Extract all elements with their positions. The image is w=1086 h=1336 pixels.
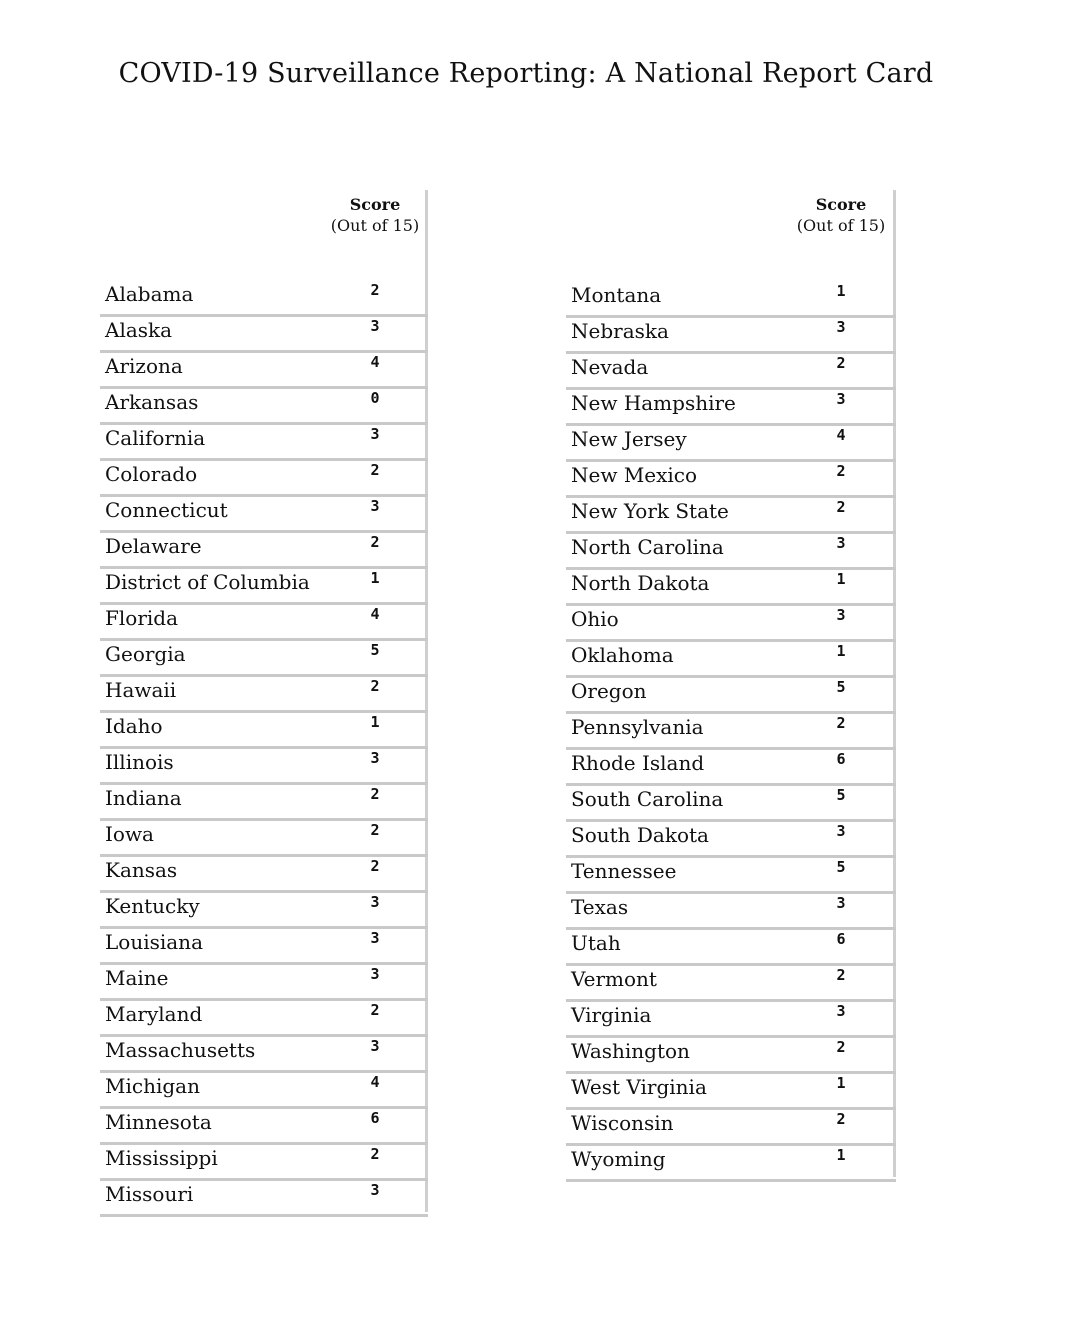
table-row [566, 930, 896, 966]
state-score: 3 [836, 390, 846, 408]
table-row [100, 1037, 428, 1073]
table-row [566, 318, 896, 354]
state-score: 1 [370, 569, 380, 587]
state-name: Maryland [105, 1002, 203, 1026]
state-name: Pennsylvania [571, 715, 704, 739]
state-score: 2 [370, 785, 380, 803]
table-row [100, 605, 428, 641]
page-title: COVID-19 Surveillance Reporting: A National Report Card [118, 58, 934, 89]
table-row [566, 1074, 896, 1110]
state-name: Rhode Island [571, 751, 705, 775]
state-name: New Jersey [571, 427, 687, 451]
table-row [566, 354, 896, 390]
state-name: Kansas [105, 858, 178, 882]
table-row [100, 749, 428, 785]
table-row [566, 534, 896, 570]
state-name: Washington [571, 1039, 690, 1063]
score-column-header [781, 194, 901, 236]
table-row [100, 281, 428, 317]
state-name: Nevada [571, 355, 649, 379]
table-row [100, 389, 428, 425]
score-header-label: Score [349, 195, 401, 214]
table-row [100, 965, 428, 1001]
state-name: Virginia [571, 1003, 652, 1027]
state-name: Iowa [105, 822, 154, 846]
state-name: Wyoming [571, 1147, 666, 1171]
state-score: 2 [836, 966, 846, 984]
table-row [100, 785, 428, 821]
state-score: 6 [836, 750, 846, 768]
table-row [100, 317, 428, 353]
state-name: Louisiana [105, 930, 203, 954]
state-name: Mississippi [105, 1146, 218, 1170]
table-row [566, 1038, 896, 1074]
score-header-sublabel: (Out of 15) [796, 216, 886, 235]
table-row [566, 1146, 896, 1182]
table-row [100, 857, 428, 893]
score-header-sublabel: (Out of 15) [330, 216, 420, 235]
table-row [100, 677, 428, 713]
table-row [100, 533, 428, 569]
state-name: Idaho [105, 714, 163, 738]
state-score: 3 [370, 965, 380, 983]
state-score: 2 [370, 533, 380, 551]
state-score: 2 [836, 354, 846, 372]
table-row [566, 426, 896, 462]
state-name: Vermont [571, 967, 657, 991]
state-score: 3 [370, 749, 380, 767]
table-row [566, 678, 896, 714]
table-row [100, 1145, 428, 1181]
table-row [100, 1109, 428, 1145]
table-row [100, 425, 428, 461]
state-score: 1 [370, 713, 380, 731]
state-name: South Carolina [571, 787, 724, 811]
left-table-rows [100, 281, 428, 1217]
table-row [100, 497, 428, 533]
state-score: 3 [836, 1002, 846, 1020]
state-name: Kentucky [105, 894, 200, 918]
table-row [100, 1001, 428, 1037]
state-score: 2 [370, 821, 380, 839]
state-score: 0 [370, 389, 380, 407]
table-row [566, 282, 896, 318]
state-score: 2 [836, 1038, 846, 1056]
score-header-label: Score [815, 195, 867, 214]
state-score: 1 [836, 1146, 846, 1164]
table-row [566, 714, 896, 750]
state-name: Florida [105, 606, 178, 630]
state-name: Tennessee [571, 859, 677, 883]
table-row [566, 822, 896, 858]
state-score: 3 [370, 425, 380, 443]
state-score: 5 [836, 678, 846, 696]
table-row [566, 750, 896, 786]
state-score: 1 [836, 642, 846, 660]
state-score: 2 [836, 714, 846, 732]
state-score: 4 [370, 353, 380, 371]
state-name: Nebraska [571, 319, 669, 343]
table-row [100, 1181, 428, 1217]
state-score: 2 [370, 677, 380, 695]
state-score: 6 [370, 1109, 380, 1127]
table-row [566, 1002, 896, 1038]
state-score: 3 [836, 822, 846, 840]
table-row [566, 390, 896, 426]
state-name: California [105, 426, 206, 450]
right-table-rows [566, 282, 896, 1182]
state-name: Indiana [105, 786, 182, 810]
state-score: 3 [836, 534, 846, 552]
state-name: Ohio [571, 607, 619, 631]
state-score: 2 [836, 462, 846, 480]
table-row [566, 642, 896, 678]
state-name: Missouri [105, 1182, 194, 1206]
state-name: New Mexico [571, 463, 698, 487]
score-column-header [315, 194, 435, 236]
state-score: 3 [370, 893, 380, 911]
state-name: Wisconsin [571, 1111, 674, 1135]
state-score: 3 [370, 317, 380, 335]
table-row [100, 461, 428, 497]
state-score: 6 [836, 930, 846, 948]
state-name: New York State [571, 499, 729, 523]
table-row [100, 569, 428, 605]
state-score: 2 [370, 1145, 380, 1163]
state-name: Delaware [105, 534, 202, 558]
table-row [566, 1110, 896, 1146]
state-score: 2 [370, 281, 380, 299]
state-score: 5 [836, 858, 846, 876]
state-score: 2 [370, 461, 380, 479]
state-score: 3 [836, 606, 846, 624]
state-name: District of Columbia [105, 570, 310, 594]
state-name: Michigan [105, 1074, 200, 1098]
state-name: New Hampshire [571, 391, 736, 415]
state-name: Connecticut [105, 498, 228, 522]
state-score: 3 [370, 929, 380, 947]
state-name: Montana [571, 283, 662, 307]
table-row [100, 893, 428, 929]
state-name: West Virginia [571, 1075, 707, 1099]
state-score: 2 [836, 1110, 846, 1128]
state-name: Illinois [105, 750, 174, 774]
state-score: 2 [836, 498, 846, 516]
state-score: 5 [836, 786, 846, 804]
state-name: North Carolina [571, 535, 724, 559]
table-row [566, 498, 896, 534]
table-row [566, 858, 896, 894]
state-score: 3 [370, 1181, 380, 1199]
state-score: 1 [836, 282, 846, 300]
state-name: Georgia [105, 642, 186, 666]
state-name: Alaska [105, 318, 173, 342]
state-score: 4 [370, 605, 380, 623]
table-row [566, 462, 896, 498]
table-row [100, 713, 428, 749]
state-score: 4 [836, 426, 846, 444]
state-score: 1 [836, 570, 846, 588]
state-name: Arizona [105, 354, 183, 378]
table-row [566, 894, 896, 930]
state-name: Colorado [105, 462, 198, 486]
table-row [566, 966, 896, 1002]
state-name: Texas [571, 895, 629, 919]
state-name: Oregon [571, 679, 647, 703]
state-score: 1 [836, 1074, 846, 1092]
state-name: Maine [105, 966, 169, 990]
state-name: Hawaii [105, 678, 177, 702]
table-row [100, 929, 428, 965]
table-row [100, 1073, 428, 1109]
state-score: 4 [370, 1073, 380, 1091]
state-score: 2 [370, 1001, 380, 1019]
state-name: Oklahoma [571, 643, 674, 667]
state-name: Utah [571, 931, 621, 955]
state-name: North Dakota [571, 571, 710, 595]
state-name: Alabama [105, 282, 194, 306]
table-row [100, 641, 428, 677]
table-row [566, 786, 896, 822]
table-row [566, 570, 896, 606]
state-name: Minnesota [105, 1110, 212, 1134]
state-score: 3 [370, 497, 380, 515]
table-row [100, 353, 428, 389]
state-score: 2 [370, 857, 380, 875]
state-score: 3 [370, 1037, 380, 1055]
state-score: 3 [836, 894, 846, 912]
state-score: 5 [370, 641, 380, 659]
state-score: 3 [836, 318, 846, 336]
state-name: South Dakota [571, 823, 709, 847]
state-name: Massachusetts [105, 1038, 256, 1062]
table-row [100, 821, 428, 857]
table-row [566, 606, 896, 642]
state-name: Arkansas [105, 390, 199, 414]
